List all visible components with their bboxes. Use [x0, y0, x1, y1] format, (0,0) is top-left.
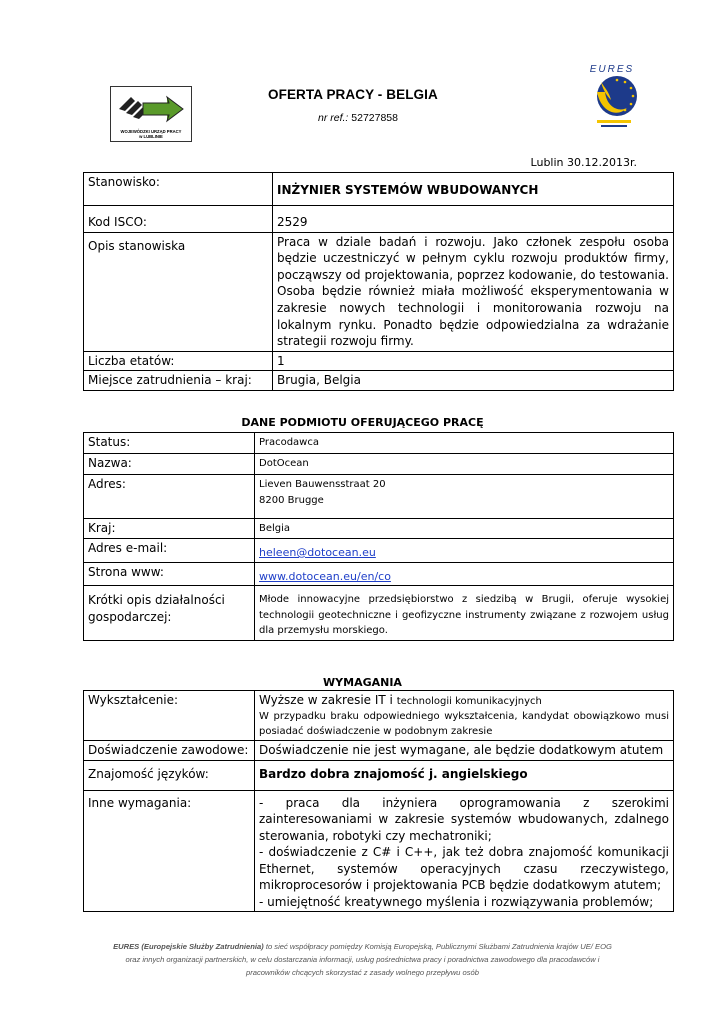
wup-arrows-icon [117, 91, 185, 125]
status-label: Status: [84, 433, 255, 454]
opis-dzialalnosci-label-2: gospodarczej: [88, 610, 172, 624]
reference-number [318, 112, 398, 124]
eures-logo-text: EURES [589, 64, 635, 75]
jezyki-label: Znajomość języków: [84, 760, 255, 790]
inne-wymagania-value [255, 790, 674, 912]
inne-wymagania-label: Inne wymagania: [84, 790, 255, 912]
kraj-value: Belgia [255, 519, 674, 539]
eures-logo [583, 62, 641, 132]
wyksztalcenie-value [255, 691, 674, 741]
miejsce-zatrudnienia-label: Miejsce zatrudnienia – kraj: [84, 371, 273, 391]
adres-label: Adres: [84, 475, 255, 519]
footer-line-3: pracowników chcących skorzystać z zasady wolnego przepływu osób [246, 968, 479, 977]
ref-label: nr ref.: [318, 112, 349, 124]
opis-dzialalnosci-label [84, 586, 255, 641]
nazwa-value: DotOcean [255, 454, 674, 475]
wup-logo-caption-2: w LUBLINIE [139, 134, 163, 139]
footer-bold: EURES (Europejskie Służby Zatrudnienia) [113, 942, 264, 951]
footer-line-1 [40, 940, 685, 953]
isco-value: 2529 [273, 206, 674, 233]
wup-logo-caption-1: WOJEWÓDZKI URZĄD PRACY [120, 129, 182, 134]
email-cell [255, 539, 674, 563]
opis-dzialalnosci-value: Młode innowacyjne przedsiębiorstwo z siedzibą w Brugii, oferuje wysokiej technologii geotechniczne i geofizyczne instrumenty związane z rozwojem usług dla przemysłu morskiego. [255, 586, 674, 641]
doswiadczenie-label: Doświadczenie zawodowe: [84, 741, 255, 761]
wup-lublin-logo [110, 86, 192, 142]
isco-label: Kod ISCO: [84, 206, 273, 233]
document-date: Lublin 30.12.2013r. [530, 156, 637, 169]
liczba-etatow-value: 1 [273, 351, 674, 371]
jezyki-value: Bardzo dobra znajomość j. angielskiego [255, 760, 674, 790]
employer-table [83, 432, 674, 641]
inne-wymagania-item: - umiejętność kreatywnego myślenia i rozwiązywania problemów; [259, 894, 654, 909]
liczba-etatow-label: Liczba etatów: [84, 351, 273, 371]
nazwa-label: Nazwa: [84, 454, 255, 475]
stanowisko-value: INŻYNIER SYSTEMÓW WBUDOWANYCH [273, 173, 674, 206]
wyksztalcenie-value-a: Wyższe w zakresie IT i [259, 693, 393, 707]
kraj-label: Kraj: [84, 519, 255, 539]
inne-wymagania-item: - doświadczenie z C# i C++, jak też dobra znajomość komunikacji Ethernet, systemów operacyjnych czasu rzeczywistego, mikroprocesorów i projektowania PCB będzie dodatkowym atutem; [259, 845, 669, 892]
www-cell [255, 562, 674, 586]
status-value: Pracodawca [255, 433, 674, 454]
wyksztalcenie-label: Wykształcenie: [84, 691, 255, 741]
employer-heading: DANE PODMIOTU OFERUJĄCEGO PRACĘ [241, 416, 484, 429]
wyksztalcenie-value-b: technologii komunikacyjnych [396, 696, 542, 707]
ref-value: 52727858 [351, 112, 398, 124]
inne-wymagania-item: - praca dla inżyniera oprogramowania z szerokimi zainteresowaniami w zakresie systemów wbudowanych, zdalnego sterowania, robotyki czy mechatroniki; [259, 795, 669, 843]
opis-stanowiska-label: Opis stanowiska [84, 232, 273, 351]
email-label: Adres e-mail: [84, 539, 255, 563]
email-link[interactable]: heleen@dotocean.eu [259, 546, 376, 559]
wyksztalcenie-note: W przypadku braku odpowiedniego wykształcenia, kandydat obowiązkowo musi posiadać doświadczenie w podobnym zakresie [259, 711, 669, 737]
stanowisko-label: Stanowisko: [84, 173, 273, 206]
adres-line-2: 8200 Brugge [259, 494, 324, 506]
miejsce-zatrudnienia-value: Brugia, Belgia [273, 371, 674, 391]
doswiadczenie-value: Doświadczenie nie jest wymagane, ale będzie dodatkowym atutem [255, 741, 674, 761]
footer [40, 940, 685, 979]
requirements-heading: WYMAGANIA [323, 676, 402, 689]
requirements-table [83, 690, 674, 912]
position-table [83, 172, 674, 391]
footer-line-2: oraz innych organizacji partnerskich, w celu dostarczania informacji, usług pośrednictwa pracy i poradnictwa zawodowego dla pracodawców i [125, 955, 600, 964]
www-link[interactable]: www.dotocean.eu/en/co [259, 569, 391, 583]
footer-line-1-rest: to sieć współpracy pomiędzy Komisją Europejską, Publicznymi Służbami Zatrudnienia krajów UE/ EOG [263, 942, 612, 951]
adres-line-1: Lieven Bauwensstraat 20 [259, 479, 386, 490]
adres-value [255, 475, 674, 519]
page-title: OFERTA PRACY - BELGIA [268, 87, 438, 102]
opis-stanowiska-value: Praca w dziale badań i rozwoju. Jako członek zespołu osoba będzie uczestniczyć w pełnym cyklu rozwoju produktów firmy, począwszy od projektowania, poprzez kodowanie, do testowania. Osoba będzie również miała możliwość eksperymentowania w zakresie nowych technologii i monitorowania rozwoju na lokalnym rynku. Ponadto będzie odpowiedzialna za wdrażanie strategii rozwoju firmy. [273, 232, 674, 351]
opis-dzialalnosci-label-1: Krótki opis działalności [88, 593, 225, 607]
www-label: Strona www: [84, 562, 255, 586]
